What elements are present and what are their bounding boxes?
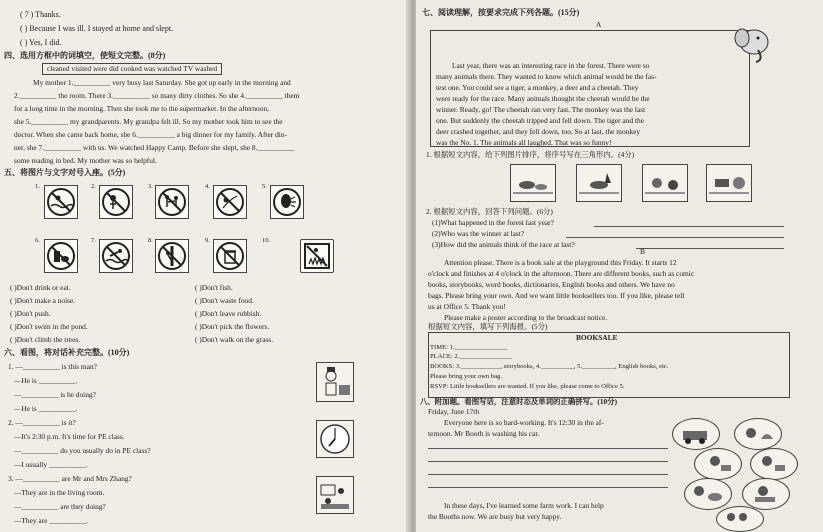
cloze-line: ner, she 7.__________ with us. We watched Happy Camp. Before she slept, she 8.__________ [14, 143, 295, 152]
race-picture-1 [510, 164, 556, 202]
no-noise-icon [270, 185, 304, 219]
option-right: ( )Don't fish. [195, 283, 233, 292]
clock-picture [316, 420, 354, 458]
passage-line: Attention please. There is a book sale at the playground this Friday. It starts 12 [444, 258, 677, 267]
kitchen-picture [742, 478, 790, 510]
dialog-line: —He is __________. [14, 376, 78, 385]
no-picking-flowers-icon [99, 185, 133, 219]
option-left: ( )Don't make a noise. [10, 296, 76, 305]
poster-line: BOOKS: 3.____________, storybooks, 4.__________, 5.__________, English books, etc. [430, 363, 669, 370]
answer-line: ( 7 ) Thanks. [20, 10, 61, 19]
dialog-line: —__________ are they doing? [14, 502, 106, 511]
cloze-line: some reading in bed. My mother was so helpful. [14, 156, 157, 165]
poster-line: PLACE: 2.________________ [430, 353, 513, 360]
living-room-picture [316, 476, 354, 514]
passage-line: deer crashed together, and they fell down, too. So at last, the monkey [436, 127, 641, 136]
writing-line[interactable] [428, 474, 668, 475]
cloze-line: for a long time in the morning. Then she took me to the supermarket. In the afternoon, [14, 104, 269, 113]
dialog-line: —He is __________. [14, 404, 78, 413]
answer-blank[interactable] [636, 248, 784, 249]
sign-number: 2. [91, 183, 96, 190]
question-2-item: (3)How did the animals think of the race at last? [432, 240, 575, 249]
question-2: 2. 根据短文内容，回答下列问题。(6分) [426, 207, 553, 216]
passage-line: were ready for the race. Many animals thought the cheetah would be the [436, 94, 650, 103]
race-picture-3 [642, 164, 688, 202]
dialog-line: —I usually __________. [14, 460, 88, 469]
writing-line[interactable] [428, 461, 668, 462]
sign-number: 10. [262, 237, 271, 244]
dialog-line: —They are __________. [14, 516, 89, 525]
section7-title: 七、阅读理解，按要求完成下列各题。(15分) [422, 8, 580, 17]
feeding-picture [684, 478, 732, 510]
passage-b-label: B [640, 247, 645, 256]
option-left: ( )Don't push. [10, 309, 51, 318]
sign-number: 3. [148, 183, 153, 190]
passage-line: Please make a poster according to the broadcast notice. [444, 313, 608, 322]
poster-line: TIME: 1.________________ [430, 344, 508, 351]
option-left: ( )Don't drink or eat. [10, 283, 71, 292]
left-page [0, 0, 410, 532]
passage-line: o'clock and finishes at 4 o'clock in the afternoon. There are different books, such as comic [428, 269, 695, 278]
diary-line: In these days, I've learned some farm work. I can help [444, 501, 604, 510]
no-litter-icon [213, 239, 247, 273]
sign-number: 8. [148, 237, 153, 244]
writing-line[interactable] [428, 487, 668, 488]
dialog-line: —__________ do you usually do in PE class? [14, 446, 151, 455]
watering-picture [750, 448, 798, 480]
passage-line: us at Office 5. Thank you! [428, 302, 506, 311]
sign-number: 5. [262, 183, 267, 190]
answer-line: ( ) Because I was ill. I stayed at home and slept. [20, 24, 174, 33]
dialog-line: 1. —__________ is this man? [8, 362, 97, 371]
passage-line: was the No. 1. The animals all laughed. That was so funny! [436, 138, 612, 147]
diary-date: Friday, June 17th [428, 407, 480, 416]
passage-line: one. But suddenly the cheetah tripped and fell down. The tiger and the [436, 116, 644, 125]
race-picture-4 [706, 164, 752, 202]
passage-line: winner. Ready, go! The cheetah ran very fast. The monkey was the last [436, 105, 646, 114]
no-swimming-pond-icon [99, 239, 133, 273]
passage-line: bags. Please bring your own. And we want little booksellers too. If you like, please tell [428, 291, 685, 300]
word-bank: cleaned visited were did cooked was watched TV washed [42, 63, 222, 75]
passage-a-label: A [596, 20, 602, 29]
passage-line: books, storybooks, word books, dictionaries, English books and others. We have no [428, 280, 675, 289]
no-climbing-icon [155, 239, 189, 273]
sign-number: 6. [35, 237, 40, 244]
sign-number: 4. [205, 183, 210, 190]
diary-line: the Booths now. We are busy but very happy. [428, 512, 562, 521]
question-2-item: (1)What happened in the forest last year? [432, 218, 554, 227]
question-3: 根据短文内容，填写下列海报。(5分) [428, 322, 548, 331]
cook-picture [316, 362, 354, 402]
poster-line: RSVP: Little booksellers are wanted. If you like, please come to Office 5. [430, 383, 625, 390]
diary-line: ternoon. Mr Booth is washing his car. [428, 429, 540, 438]
section6-title: 六、看图，将对话补充完整。(10分) [4, 348, 130, 357]
right-page [416, 0, 823, 532]
cloze-line: My mother 1.__________ very busy last Saturday. She got up early in the morning and [33, 78, 291, 87]
sign-number: 1. [35, 183, 40, 190]
option-left: ( )Don't swim in the pond. [10, 322, 88, 331]
no-fishing-icon [213, 185, 247, 219]
sign-number: 9. [205, 237, 210, 244]
passage-line: Last year, there was an interesting race in the forest. There were so [452, 61, 650, 70]
answer-line: ( ) Yes, I did. [20, 38, 62, 47]
poster-line: Please bring your own bag. [430, 373, 502, 380]
sign-number: 7. [91, 237, 96, 244]
no-pushing-icon [155, 185, 189, 219]
section8-title: 八、附加题。看图写话，注意时态及单词的正确拼写。(10分) [420, 397, 618, 406]
dialog-line: —It's 2:30 p.m. It's time for PE class. [14, 432, 125, 441]
dialog-line: 3. —__________ are Mr and Mrs Zhang? [8, 474, 132, 483]
section5-title: 五、将图片与文字对号入座。(5分) [4, 168, 126, 177]
answer-blank[interactable] [594, 226, 784, 227]
answer-blank[interactable] [566, 237, 784, 238]
passage-line: test one. You could see a tiger, a monkey, a deer and a cheetah. They [436, 83, 639, 92]
dialog-line: 2. —__________ is it? [8, 418, 76, 427]
writing-line[interactable] [428, 448, 668, 449]
option-right: ( )Don't leave rubbish. [195, 309, 262, 318]
dialog-line: —They are in the living room. [14, 488, 105, 497]
cloze-line: doctor. When she came back home, she 6.__________ a big dinner for my family. After din- [14, 130, 287, 139]
passage-line: many animals there. They wanted to know which animal would be the fas- [436, 72, 657, 81]
no-walking-grass-icon [300, 239, 334, 273]
farm-picture [734, 418, 782, 450]
option-right: ( )Don't walk on the grass. [195, 335, 274, 344]
elephant-icon [728, 22, 778, 64]
question-1: 1. 根据短文内容，给下列图片排序，将序号写在三角形内。(4分) [426, 150, 635, 159]
dialog-line: —__________ is he doing? [14, 390, 96, 399]
diary-line: Everyone here is so hard-working. It's 12:30 in the af- [444, 418, 604, 427]
cooking-picture [694, 448, 742, 480]
race-picture-2 [576, 164, 622, 202]
no-food-drink-icon [44, 239, 78, 273]
family-picture [716, 506, 764, 532]
washing-car-picture [672, 418, 720, 450]
question-2-item: (2)Who was the winner at last? [432, 229, 525, 238]
poster-title: BOOKSALE [576, 333, 618, 342]
no-swimming-icon [44, 185, 78, 219]
option-right: ( )Don't waste food. [195, 296, 254, 305]
option-right: ( )Don't pick the flowers. [195, 322, 270, 331]
option-left: ( )Don't climb the trees. [10, 335, 81, 344]
cloze-line: she 5.__________ my grandparents. My grandpa felt ill. So my mother took him to see the [14, 117, 283, 126]
cloze-line: 2.__________ the room. There 3.__________ so many dirty clothes. So she 4.__________ them [14, 91, 300, 100]
section4-title: 四、选用方框中的词填空，使短文完整。(8分) [4, 51, 166, 60]
